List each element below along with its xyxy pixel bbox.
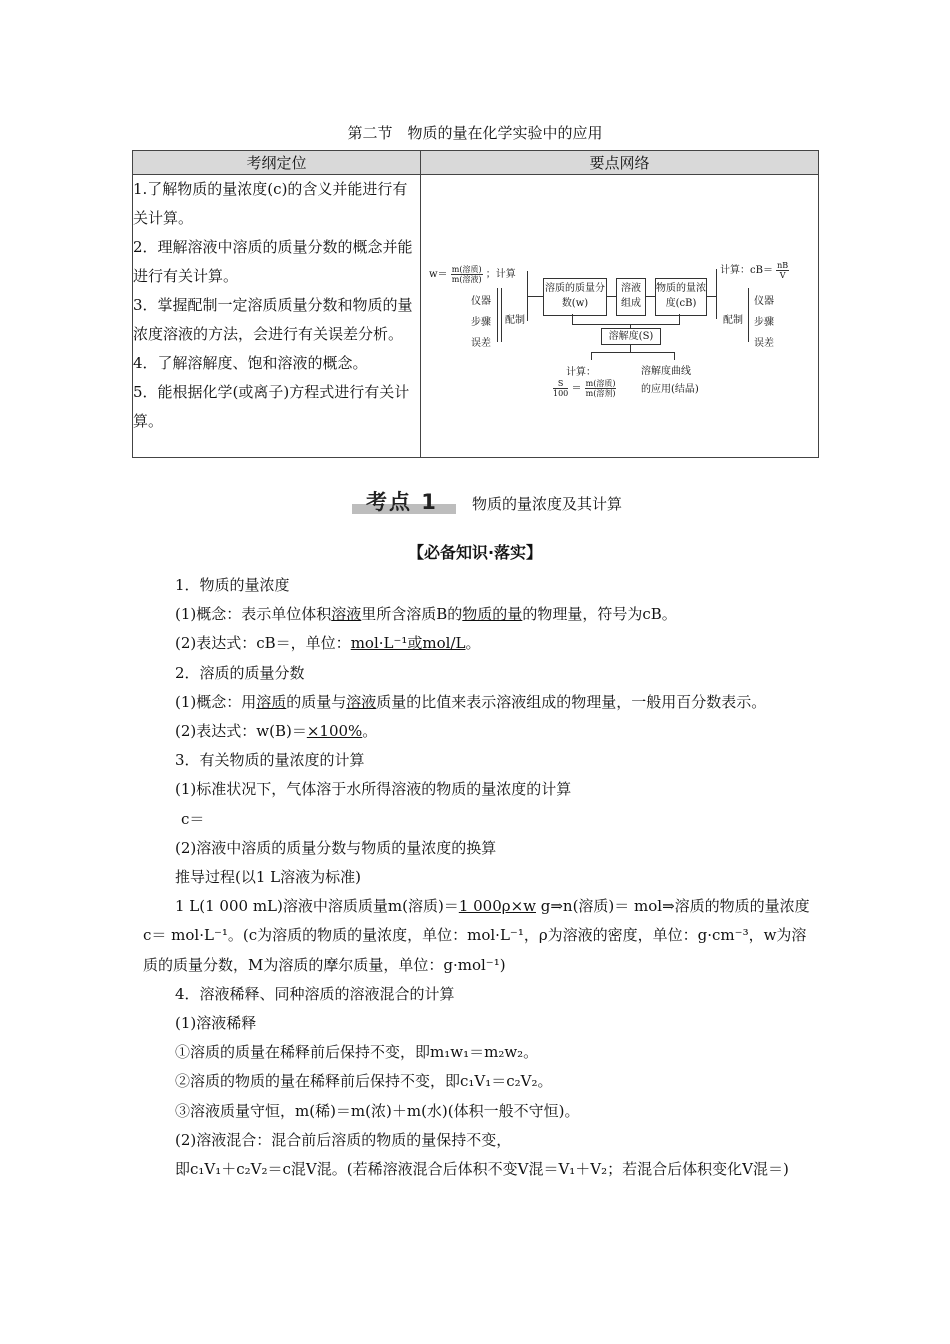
cb-formula: 计算：cB＝ $\frac{nB}{V}$ <box>720 261 789 280</box>
goal-item: 1.了解物质的量浓度(c)的含义并能进行有关计算。 <box>133 180 408 227</box>
goals-cell <box>133 175 421 458</box>
para: ②溶质的物质的量在稀释前后保持不变，即c₁V₁＝c₂V₂。 <box>175 1072 553 1091</box>
heading-1: 1．物质的量浓度 <box>175 576 290 594</box>
right-items: 仪器 步骤 误差 <box>754 296 774 349</box>
box-composition: 溶液组成 <box>616 278 646 316</box>
goal-item: 4．了解溶解度、饱和溶液的概念。 <box>133 354 368 372</box>
knowledge-header: 【必备知识·落实】 <box>407 543 543 562</box>
network-diagram <box>421 175 819 458</box>
para: (2)溶液混合：混合前后溶质的物质的量保持不变， <box>175 1130 512 1149</box>
para: (1)标准状况下，气体溶于水所得溶液的物质的量浓度的计算 <box>175 780 572 799</box>
para: (2)溶液中溶质的质量分数与物质的量浓度的换算 <box>175 838 497 857</box>
para: (1)概念：表示单位体积溶液里所含溶质B的物质的量的物理量，符号为cB。 <box>175 605 677 624</box>
para: 1 L(1 000 mL)溶液中溶质质量m(溶质)＝1 000ρ×w g⇒n(溶质)＝ mol⇒溶质的物质的量浓度c＝ mol·L⁻¹。(c为溶质的物质的量浓度，单位：mol·L⁻¹，ρ为溶液的密度，单位：g·cm⁻³，w为溶质的质量分数，M为溶质的摩尔质量，单位：g·mol⁻¹) <box>143 897 810 974</box>
s-formula: $\frac{S}{100}$ ＝ $\frac{\text{m(溶质)}}{\text{m(溶剂)}}$ <box>553 379 616 398</box>
outline-table <box>132 150 819 458</box>
section-title: 第二节 物质的量在化学实验中的应用 <box>347 124 603 142</box>
para: 即c₁V₁＋c₂V₂＝c混V混。(若稀溶液混合后体积不变V混＝V₁＋V₂；若混合后体积变化V混＝) <box>175 1160 789 1179</box>
kaodian-title: 物质的量浓度及其计算 <box>472 495 623 513</box>
para: ①溶质的质量在稀释前后保持不变，即m₁w₁＝m₂w₂。 <box>175 1043 539 1062</box>
right-prep: 配制 <box>723 315 743 326</box>
para: 推导过程(以1 L溶液为标准) <box>175 868 361 887</box>
left-prep: 配制 <box>505 315 525 326</box>
calc-bottom: 计算： <box>566 367 596 378</box>
para: (1)概念：用溶质的质量与溶液质量的比值来表示溶液组成的物理量，一般用百分数表示。 <box>175 692 767 711</box>
content-body <box>143 571 813 1184</box>
box-solubility: 溶解度(S) <box>601 328 661 345</box>
para: c＝ <box>181 809 205 828</box>
heading-4: 4．溶液稀释、同种溶质的溶液混合的计算 <box>175 984 455 1003</box>
heading-2: 2．溶质的质量分数 <box>175 663 305 682</box>
goal-item: 5．能根据化学(或离子)方程式进行有关计算。 <box>133 383 410 430</box>
para: (2)表达式：w(B)＝×100%。 <box>175 722 378 741</box>
left-items: 仪器 步骤 误差 <box>471 296 491 349</box>
para: (1)溶液稀释 <box>175 1014 257 1033</box>
curve-text: 溶解度曲线 的应用(结晶) <box>641 366 699 395</box>
para: (2)表达式：cB＝，单位：mol·L⁻¹或mol/L。 <box>175 634 481 653</box>
kaodian-badge: 考点 1 <box>366 490 438 514</box>
w-formula: w＝ $\frac{\text{m(溶质)}}{\text{m(溶液)}}$ ；计算 <box>429 265 516 284</box>
header-network: 要点网络 <box>421 151 819 175</box>
box-mass-fraction: 溶质的质量分数(w) <box>543 278 607 316</box>
header-goals: 考纲定位 <box>133 151 421 175</box>
box-concentration: 物质的量浓度(cB) <box>655 278 707 316</box>
goal-item: 3．掌握配制一定溶质质量分数和物质的量浓度溶液的方法，会进行有关误差分析。 <box>133 296 413 343</box>
goal-item: 2．理解溶液中溶质的质量分数的概念并能进行有关计算。 <box>133 238 413 285</box>
heading-3: 3．有关物质的量浓度的计算 <box>175 751 365 770</box>
para: ③溶液质量守恒，m(稀)＝m(浓)＋m(水)(体积一般不守恒)。 <box>175 1101 580 1120</box>
